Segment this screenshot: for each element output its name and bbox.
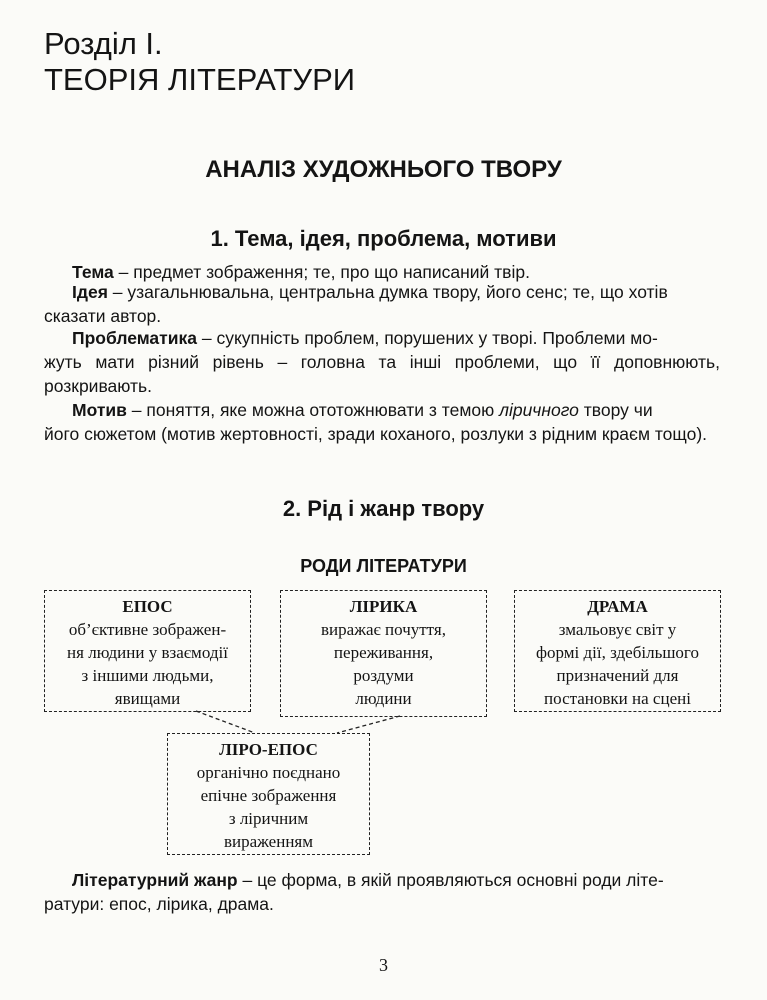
box-line: виражає почуття, xyxy=(321,620,446,639)
definition-ideia xyxy=(44,280,720,328)
box-line: з ліричним xyxy=(228,809,309,828)
term-problematyka: Проблематика xyxy=(72,328,197,348)
box-drama xyxy=(514,590,721,712)
box-epos xyxy=(44,590,251,712)
box-line: змальовує світ у xyxy=(558,620,677,639)
box-line: людини xyxy=(355,689,412,708)
box-title: ЕПОС xyxy=(122,597,173,616)
heading-theme-idea: 1. Тема, ідея, проблема, мотиви xyxy=(210,226,557,251)
definition-text: – предмет зображення; те, про що написаний твір. xyxy=(113,262,530,282)
definition-text: – узагальнювальна, центральна думка твору, його сенс; те, що хотів xyxy=(107,282,668,302)
definition-text-continued: сказати автор. xyxy=(44,306,162,326)
box-line: епічне зображення xyxy=(200,786,337,805)
term-motyv: Мотив xyxy=(72,400,127,420)
main-heading: АНАЛІЗ ХУДОЖНЬОГО ТВОРУ xyxy=(205,156,562,183)
definition-literary-genre xyxy=(44,868,720,916)
definition-motyv xyxy=(44,398,720,446)
term-tema: Тема xyxy=(72,262,114,282)
box-line: постановки на сцені xyxy=(544,689,691,708)
box-line: вираженням xyxy=(223,832,313,851)
definition-text-continued: ратури: епос, лірика, драма. xyxy=(44,894,274,914)
section-title: ТЕОРІЯ ЛІТЕРАТУРИ xyxy=(44,62,356,97)
term-literary-genre: Літературний жанр xyxy=(72,870,238,890)
box-line: формі дії, здебільшого xyxy=(536,643,699,662)
box-line: роздуми xyxy=(353,666,414,685)
box-line: призначений для xyxy=(556,666,679,685)
box-liroepos xyxy=(167,733,370,855)
definition-text: – сукупність проблем, порушених у творі. Проблеми мо- xyxy=(197,328,658,348)
box-line: органічно поєднано xyxy=(196,763,341,782)
definition-problematyka xyxy=(44,326,720,398)
term-ideia: Ідея xyxy=(72,282,108,302)
definition-text: – це форма, в якій проявляються основні роди літе- xyxy=(237,870,664,890)
box-title: ДРАМА xyxy=(587,597,648,616)
definition-text-continued: жуть мати різний рівень – головна та інші проблеми, що її доповнюють, розкривають. xyxy=(44,352,720,396)
definition-text: – поняття, яке можна ототожнювати з темою xyxy=(126,400,500,420)
heading-rid-zhanr: 2. Рід і жанр твору xyxy=(282,496,485,521)
page-number: 3 xyxy=(379,955,388,975)
connector-lirika-liroepos xyxy=(337,716,400,733)
section-label: Розділ I. xyxy=(44,26,163,61)
italic-word: ліричного xyxy=(499,400,579,420)
box-title: ЛІРИКА xyxy=(349,597,418,616)
box-lirika xyxy=(280,590,487,717)
box-line: об’єктивне зображен- xyxy=(68,620,227,639)
definition-text-continued: його сюжетом (мотив жертовності, зради коханого, розлуки з рідним краєм тощо). xyxy=(44,424,708,444)
box-line: переживання, xyxy=(333,643,434,662)
box-title: ЛІРО-ЕПОС xyxy=(219,740,318,759)
chart-title: РОДИ ЛІТЕРАТУРИ xyxy=(300,556,467,576)
box-line: явищами xyxy=(114,689,181,708)
definition-text: твору чи xyxy=(578,400,653,420)
box-line: ня людини у взаємодії xyxy=(67,643,228,662)
connector-epos-liroepos xyxy=(196,711,255,733)
box-line: з іншими людьми, xyxy=(81,666,214,685)
